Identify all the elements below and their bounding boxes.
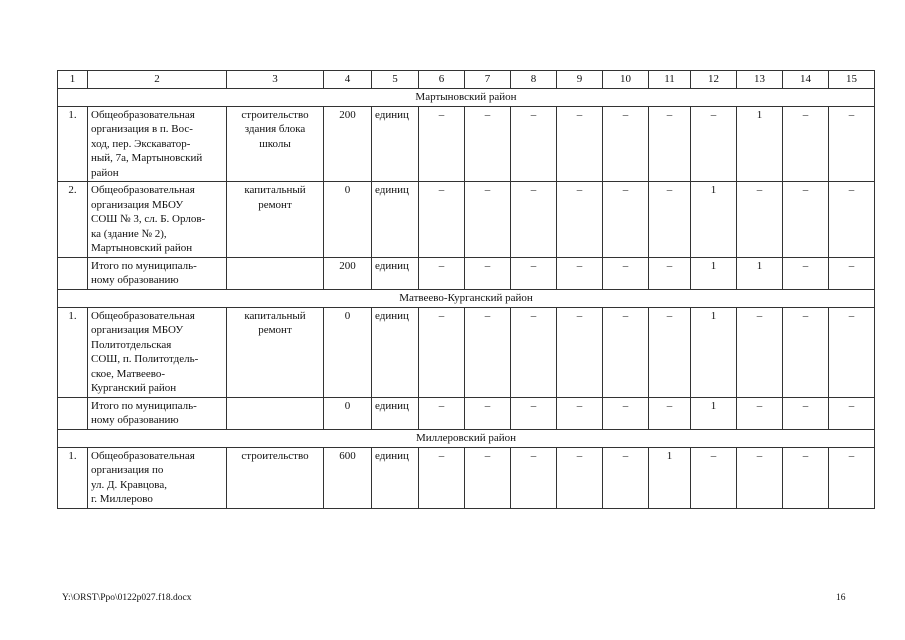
header-cell: 11 [649,71,691,89]
value-cell: – [649,257,691,289]
value-cell: – [511,257,557,289]
value-cell: – [603,257,649,289]
value-cell: – [783,307,829,397]
work-type: строительство здания блока школы [227,106,324,182]
value-cell: – [557,106,603,182]
row-number: 2. [58,182,88,258]
region-row [58,289,875,307]
table-row [58,106,875,182]
value-cell: – [691,106,737,182]
value-cell: – [737,397,783,429]
header-cell: 12 [691,71,737,89]
row-number: 1. [58,447,88,508]
value-cell: – [557,182,603,258]
value-cell: – [557,257,603,289]
capacity-value: 0 [324,397,372,429]
table-row [58,182,875,258]
value-cell: – [511,397,557,429]
value-cell: – [465,257,511,289]
value-cell: – [783,397,829,429]
work-type [227,257,324,289]
value-cell: – [737,307,783,397]
header-cell: 9 [557,71,603,89]
value-cell: – [649,307,691,397]
capacity-value: 600 [324,447,372,508]
value-cell: – [603,106,649,182]
footer-file-path: Y:\ORST\Ppo\0122p027.f18.docx [62,593,192,603]
value-cell: – [783,257,829,289]
header-cell: 7 [465,71,511,89]
value-cell: – [419,307,465,397]
unit-label: единиц [372,182,419,258]
region-title: Матвеево-Курганский район [58,289,875,307]
value-cell: 1 [691,257,737,289]
value-cell: 1 [691,397,737,429]
value-cell: – [419,447,465,508]
unit-label: единиц [372,397,419,429]
region-row [58,88,875,106]
object-name: Общеобразовательная организация в п. Вос- ход, пер. Экскаватор- ный, 7а, Мартыновский район [88,106,227,182]
unit-label: единиц [372,447,419,508]
value-cell: – [557,397,603,429]
value-cell: – [419,106,465,182]
header-cell: 8 [511,71,557,89]
value-cell: – [419,182,465,258]
value-cell: – [829,447,875,508]
capacity-value: 0 [324,307,372,397]
work-type [227,397,324,429]
capacity-value: 200 [324,106,372,182]
work-type: капитальный ремонт [227,182,324,258]
value-cell: – [465,397,511,429]
header-cell: 13 [737,71,783,89]
value-cell: – [649,397,691,429]
value-cell: – [603,397,649,429]
value-cell: – [829,307,875,397]
value-cell: – [737,447,783,508]
value-cell: 1 [691,307,737,397]
value-cell: – [419,257,465,289]
value-cell: – [737,182,783,258]
value-cell: – [829,182,875,258]
value-cell: – [465,447,511,508]
value-cell: – [603,182,649,258]
object-name: Итого по муниципаль- ному образованию [88,397,227,429]
value-cell: – [465,307,511,397]
value-cell: – [829,106,875,182]
value-cell: – [783,106,829,182]
region-title: Миллеровский район [58,429,875,447]
header-cell: 5 [372,71,419,89]
value-cell: – [649,106,691,182]
capacity-value: 0 [324,182,372,258]
table-row [58,307,875,397]
object-name: Итого по муниципаль- ному образованию [88,257,227,289]
value-cell: 1 [737,106,783,182]
row-number [58,397,88,429]
value-cell: – [603,447,649,508]
table-row [58,397,875,429]
row-number [58,257,88,289]
object-name: Общеобразовательная организация МБОУ СОШ № 3, сл. Б. Орлов- ка (здание № 2), Мартыновский район [88,182,227,258]
value-cell: – [829,397,875,429]
object-name: Общеобразовательная организация по ул. Д. Кравцова, г. Миллерово [88,447,227,508]
value-cell: – [511,447,557,508]
header-cell: 6 [419,71,465,89]
header-cell: 14 [783,71,829,89]
value-cell: – [783,447,829,508]
header-cell: 2 [88,71,227,89]
value-cell: – [419,397,465,429]
value-cell: – [557,447,603,508]
header-cell: 4 [324,71,372,89]
page-number: 16 [836,593,846,603]
table-row [58,257,875,289]
unit-label: единиц [372,106,419,182]
header-cell: 15 [829,71,875,89]
value-cell: – [465,106,511,182]
value-cell: – [511,106,557,182]
object-name: Общеобразовательная организация МБОУ Политотдельская СОШ, п. Политотдель- ское, Матвеево- Курганский район [88,307,227,397]
value-cell: – [465,182,511,258]
row-number: 1. [58,106,88,182]
unit-label: единиц [372,257,419,289]
region-row [58,429,875,447]
value-cell: 1 [737,257,783,289]
data-table [57,70,875,509]
work-type: строительство [227,447,324,508]
value-cell: 1 [649,447,691,508]
region-title: Мартыновский район [58,88,875,106]
capacity-value: 200 [324,257,372,289]
header-cell: 10 [603,71,649,89]
unit-label: единиц [372,307,419,397]
table-row [58,447,875,508]
value-cell: – [829,257,875,289]
work-type: капитальный ремонт [227,307,324,397]
header-cell: 3 [227,71,324,89]
value-cell: 1 [691,182,737,258]
value-cell: – [511,182,557,258]
table-body [58,71,875,509]
value-cell: – [691,447,737,508]
value-cell: – [649,182,691,258]
header-cell: 1 [58,71,88,89]
header-row [58,71,875,89]
value-cell: – [557,307,603,397]
value-cell: – [783,182,829,258]
row-number: 1. [58,307,88,397]
value-cell: – [603,307,649,397]
value-cell: – [511,307,557,397]
